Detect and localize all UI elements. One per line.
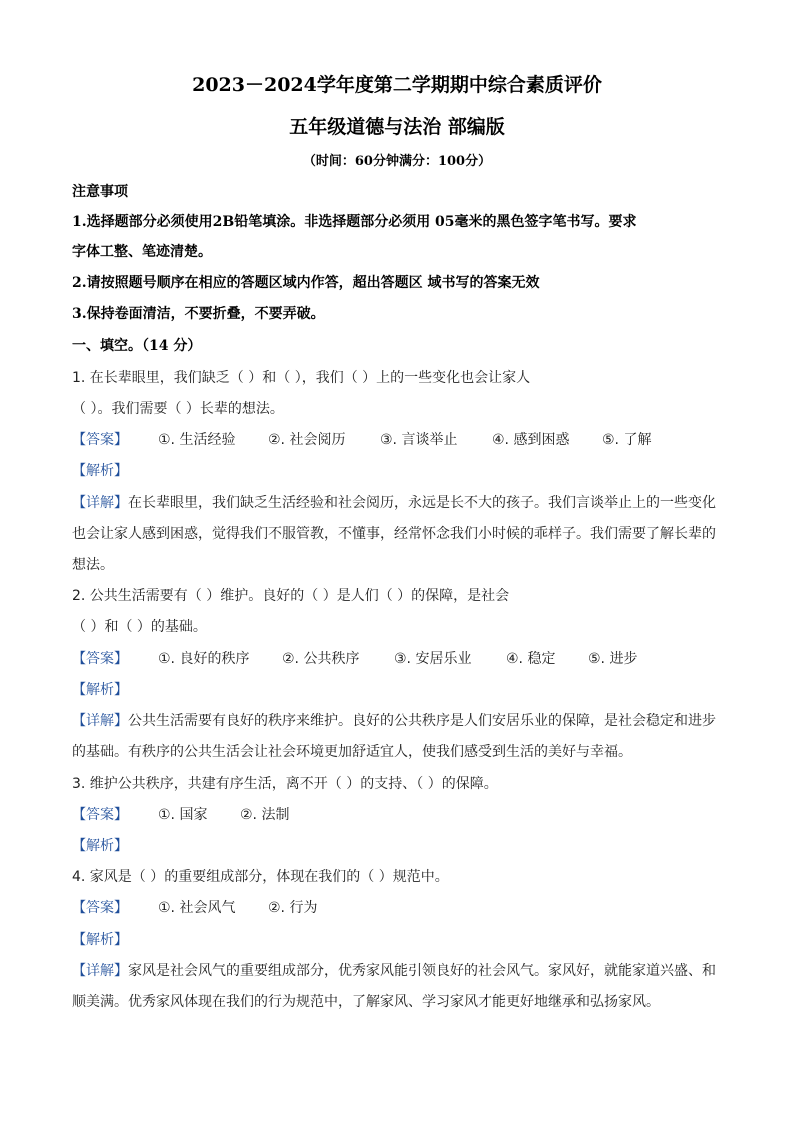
notes-item-1: 1.选择题部分必须使用2B铅笔填涂。非选择题部分必须用 05毫米的黑色签字笔书写。要求 <box>72 214 637 230</box>
detail-1-line-3: 想法。 <box>72 557 114 573</box>
answer-item: ⑤. 了解 <box>602 432 652 448</box>
answer-item: ②. 行为 <box>268 900 318 916</box>
exam-time-info: （时间：60分钟满分：100分） <box>302 154 492 169</box>
detail-label: 【详解】 <box>72 963 128 979</box>
answer-item: ②. 公共秩序 <box>282 651 360 667</box>
question-2-text-cont: （ ）和（ ）的基础。 <box>72 619 207 635</box>
question-1-text: 1. 在长辈眼里，我们缺乏（ ）和（ ），我们（ ）上的一些变化也会让家人 <box>72 370 531 386</box>
analysis-label: 【解析】 <box>72 838 128 854</box>
detail-1-line-1 <box>72 493 722 513</box>
detail-label: 【详解】 <box>72 713 128 729</box>
answer-item: ②. 法制 <box>240 807 290 823</box>
answer-item: ①. 生活经验 <box>158 432 236 448</box>
question-4-text: 4. 家风是（ ）的重要组成部分，体现在我们的（ ）规范中。 <box>72 869 449 885</box>
answer-item: ④. 稳定 <box>506 651 556 667</box>
detail-2-line-1 <box>72 711 722 731</box>
notes-item-3: 3.保持卷面清洁，不要折叠，不要弄破。 <box>72 306 325 322</box>
notes-item-1-cont: 字体工整、笔迹清楚。 <box>72 244 212 260</box>
detail-4-line-1 <box>72 961 722 981</box>
question-2-text: 2. 公共生活需要有（ ）维护。良好的（ ）是人们（ ）的保障，是社会 <box>72 588 510 604</box>
answer-item: ⑤. 进步 <box>588 651 638 667</box>
detail-text: 公共生活需要有良好的秩序来维护。良好的公共秩序是人们安居乐业的保障，是社会稳定和进步 <box>128 713 716 729</box>
detail-text: 家风是社会风气的重要组成部分，优秀家风能引领良好的社会风气。家风好，就能家道兴盛、和 <box>128 963 716 979</box>
analysis-label: 【解析】 <box>72 932 128 948</box>
analysis-label: 【解析】 <box>72 463 128 479</box>
answer-item: ②. 社会阅历 <box>268 432 346 448</box>
answer-label: 【答案】 <box>72 651 128 667</box>
section-heading: 一、填空。（14 分） <box>72 338 202 354</box>
notes-item-2: 2.请按照题号顺序在相应的答题区域内作答，超出答题区 域书写的答案无效 <box>72 275 540 291</box>
analysis-label: 【解析】 <box>72 682 128 698</box>
detail-text: 在长辈眼里，我们缺乏生活经验和社会阅历，永远是长不大的孩子。我们言谈举止上的一些变化 <box>128 495 716 511</box>
answer-item: ③. 言谈举止 <box>380 432 458 448</box>
answer-label: 【答案】 <box>72 900 128 916</box>
exam-subtitle: 五年级道德与法治 部编版 <box>289 116 505 138</box>
detail-1-line-2: 也会让家人感到困惑，觉得我们不服管教，不懂事，经常怀念我们小时候的乖样子。我们需要了解长辈的 <box>72 526 716 542</box>
answer-item: ①. 社会风气 <box>158 900 236 916</box>
answer-label: 【答案】 <box>72 807 128 823</box>
answer-label: 【答案】 <box>72 432 128 448</box>
answer-item: ①. 良好的秩序 <box>158 651 250 667</box>
detail-4-line-2: 顺美满。优秀家风体现在我们的行为规范中，了解家风、学习家风才能更好地继承和弘扬家风。 <box>72 994 660 1010</box>
exam-title: 2023－2024学年度第二学期期中综合素质评价 <box>192 74 602 96</box>
question-3-text: 3. 维护公共秩序，共建有序生活，离不开（ ）的支持、（ ）的保障。 <box>72 776 498 792</box>
notes-heading: 注意事项 <box>72 184 128 200</box>
answer-item: ①. 国家 <box>158 807 208 823</box>
answer-item: ④. 感到困惑 <box>492 432 570 448</box>
detail-2-line-2: 的基础。有秩序的公共生活会让社会环境更加舒适宜人，使我们感受到生活的美好与幸福。 <box>72 744 632 760</box>
answer-item: ③. 安居乐业 <box>394 651 472 667</box>
detail-label: 【详解】 <box>72 495 128 511</box>
question-1-text-cont: （ ）。我们需要（ ）长辈的想法。 <box>72 401 284 417</box>
